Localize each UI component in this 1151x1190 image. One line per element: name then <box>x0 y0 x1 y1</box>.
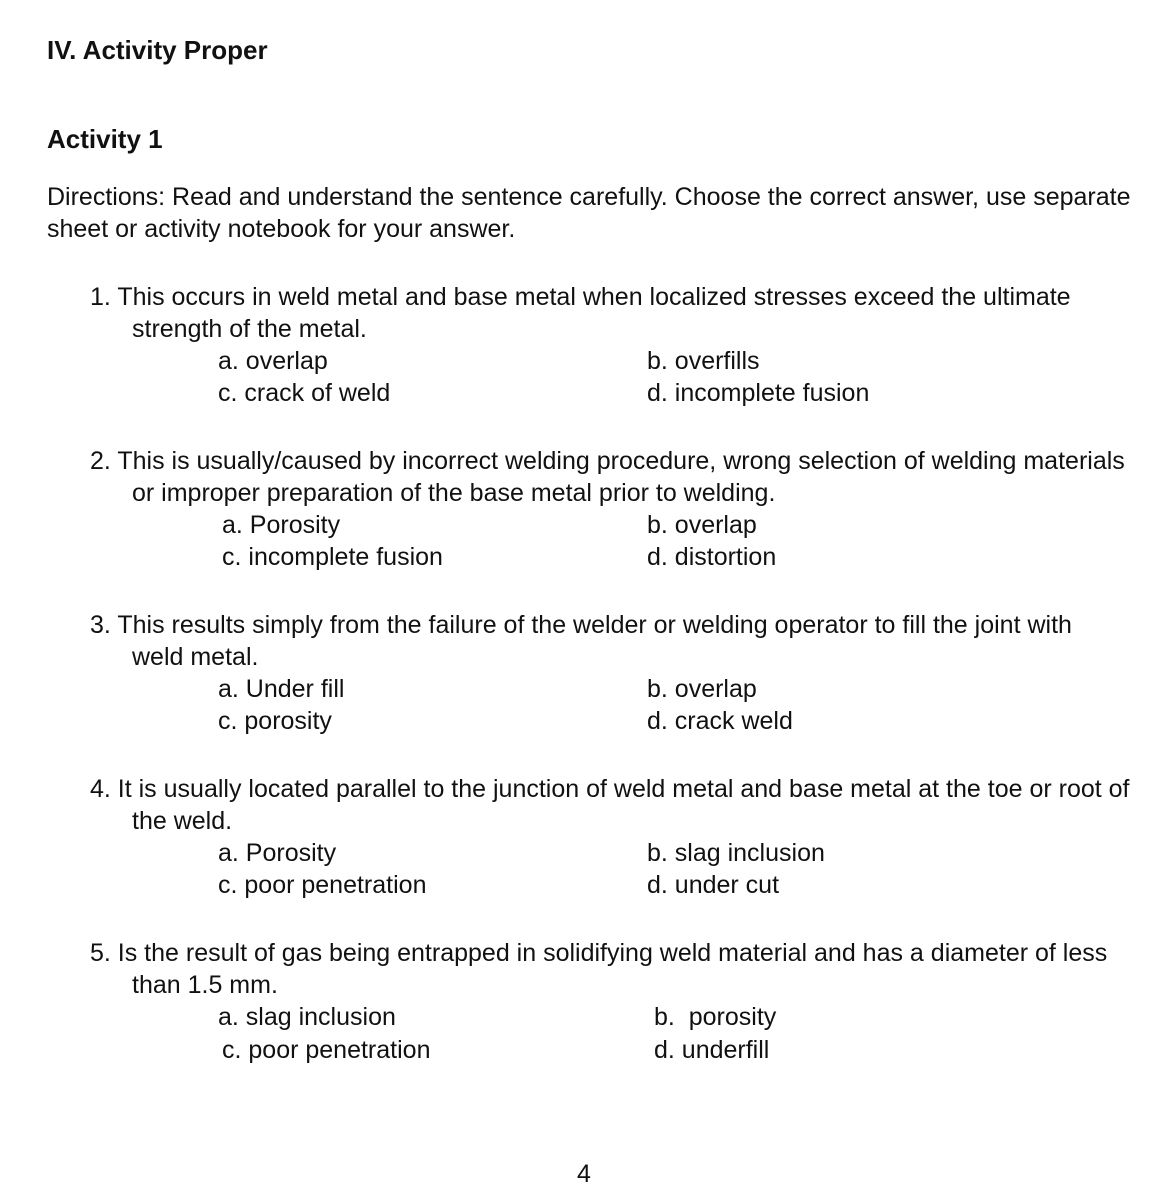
choice-b: b. overfills <box>647 347 760 375</box>
choice-d: d. crack weld <box>647 707 793 735</box>
choice-a: a. Under fill <box>218 675 345 703</box>
question-text: 5. Is the result of gas being entrapped in solidifying weld material and has a diameter of less than 1.5 mm. <box>90 939 1108 999</box>
choice-c: c. porosity <box>218 707 332 735</box>
question-text: 4. It is usually located parallel to the junction of weld metal and base metal at the toe or root of the weld. <box>90 775 1130 835</box>
question-4 <box>90 773 1130 901</box>
directions-text: Directions: Read and understand the sentence carefully. Choose the correct answer, use separate sheet or activity notebook for your answer. <box>47 183 1131 243</box>
choice-d: d. incomplete fusion <box>647 379 870 407</box>
page-number: 4 <box>577 1160 591 1188</box>
choice-c: c. poor penetration <box>222 1036 431 1064</box>
choice-d: d. underfill <box>654 1036 770 1064</box>
choice-c: c. incomplete fusion <box>222 543 443 571</box>
choice-b: b. overlap <box>647 511 757 539</box>
choice-d: d. under cut <box>647 871 780 899</box>
choice-b: b. porosity <box>654 1003 777 1031</box>
section-title: IV. Activity Proper <box>47 35 268 65</box>
choice-a: a. overlap <box>218 347 328 375</box>
question-3 <box>90 609 1130 737</box>
choice-a: a. Porosity <box>222 511 341 539</box>
question-text: 1. This occurs in weld metal and base metal when localized stresses exceed the ultimate strength of the metal. <box>90 283 1071 343</box>
choice-a: a. Porosity <box>218 839 337 867</box>
question-text: 3. This results simply from the failure of the welder or welding operator to fill the joint with weld metal. <box>90 611 1072 671</box>
question-5 <box>90 937 1130 1065</box>
choice-c: c. crack of weld <box>218 379 391 407</box>
choice-b: b. slag inclusion <box>647 839 825 867</box>
choice-d: d. distortion <box>647 543 777 571</box>
activity-title: Activity 1 <box>47 124 163 154</box>
question-text: 2. This is usually/caused by incorrect welding procedure, wrong selection of welding materials or improper preparation of the base metal prior to welding. <box>90 447 1125 507</box>
choice-b: b. overlap <box>647 675 757 703</box>
choice-a: a. slag inclusion <box>218 1003 396 1031</box>
choice-c: c. poor penetration <box>218 871 427 899</box>
question-1 <box>90 281 1130 409</box>
question-2 <box>90 445 1130 573</box>
